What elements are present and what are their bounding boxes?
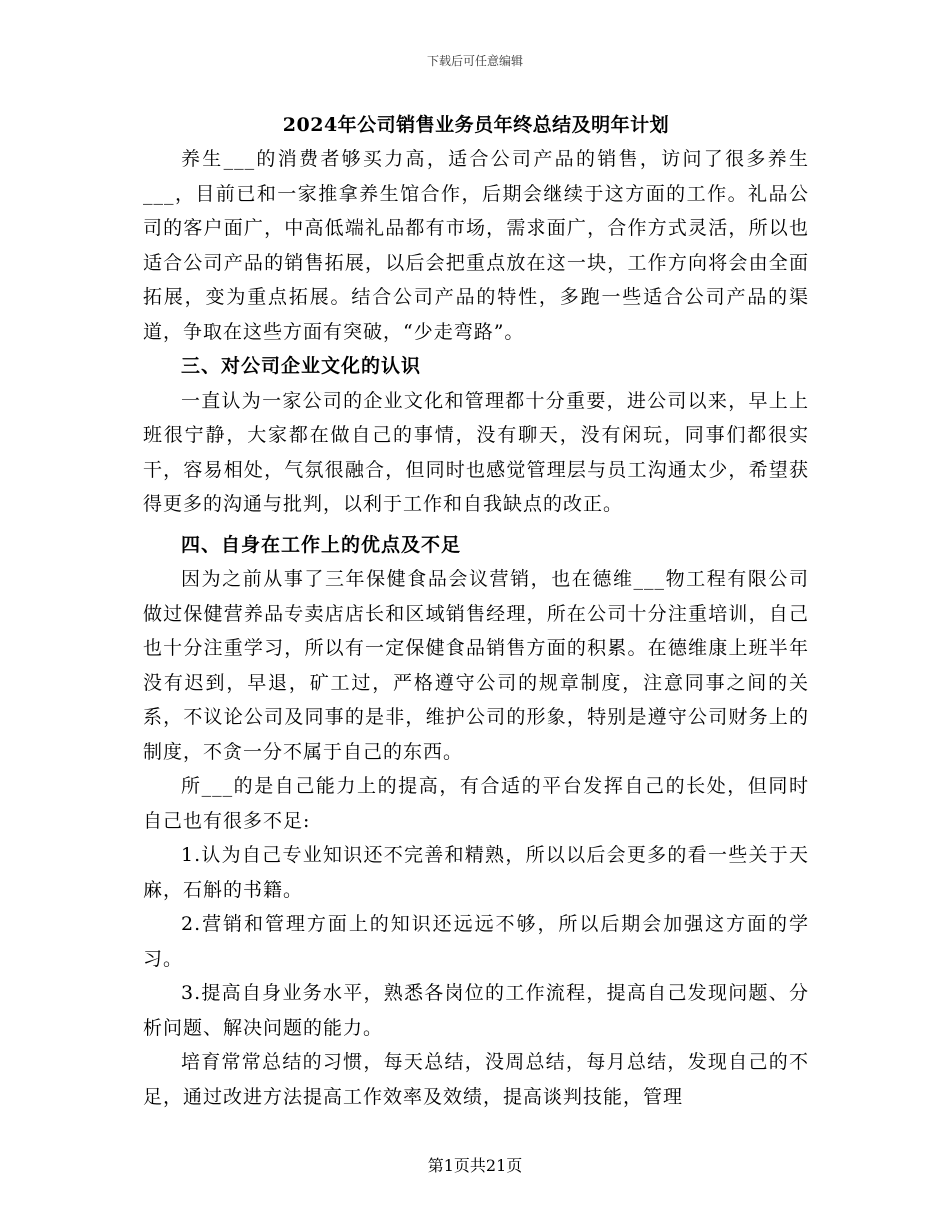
section-heading-strengths: 四、自身在工作上的优点及不足	[181, 533, 462, 556]
list-item-1: 1.认为自己专业知识还不完善和精熟，所以以后会更多的看一些关于天麻，石斛的书籍。	[143, 844, 809, 901]
page-number: 第1页共21页	[427, 1156, 523, 1175]
list-item-2: 2.营销和管理方面上的知识还远远不够，所以后期会加强这方面的学习。	[143, 913, 809, 970]
paragraph-culture: 一直认为一家公司的企业文化和管理都十分重要，进公司以来，早上上班很宁静，大家都在做自己的事情，没有聊天，没有闲玩，同事们都很实干，容易相处，气氛很融合，但同时也感觉管理层与员工沟通太少，希望获得更多的沟通与批判，以利于工作和自我缺点的改正。	[143, 389, 809, 515]
paragraph-experience: 因为之前从事了三年保健食品会议营销，也在德维___物工程有限公司做过保健营养品专卖店店长和区域销售经理，所在公司十分注重培训，自己也十分注重学习，所以有一定保健食品销售方面的积累。在德维康上班半年没有迟到，早退，矿工过，严格遵守公司的规章制度，注意同事之间的关系，不议论公司及同事的是非，维护公司的形象，特别是遵守公司财务上的制度，不贪一分不属于自己的东西。	[143, 568, 809, 763]
page-header-note: 下载后可任意编辑	[426, 54, 523, 68]
section-heading-culture: 三、对公司企业文化的认识	[181, 355, 422, 377]
paragraph-shortcomings-intro: 所___的是自己能力上的提高，有合适的平台发挥自己的长处，但同时自己也有很多不足:	[143, 775, 809, 832]
document-title: 2024年公司销售业务员年终总结及明年计划	[282, 114, 670, 136]
paragraph-sales-channels: 养生___的消费者够买力高，适合公司产品的销售，访问了很多养生___，目前已和一家推拿养生馆合作，后期会继续于这方面的工作。礼品公司的客户面广，中高低端礼品都有市场，需求面广，合作方式灵活，所以也适合公司产品的销售拓展，以后会把重点放在这一块，工作方向将会由全面拓展，变为重点拓展。结合公司产品的特性，多跑一些适合公司产品的渠道，争取在这些方面有突破，“少走弯路”。	[143, 148, 809, 343]
paragraph-summary-habit: 培育常常总结的习惯，每天总结，没周总结，每月总结，发现自己的不足，通过改进方法提高工作效率及效绩，提高谈判技能，管理	[143, 1051, 809, 1108]
document-body	[143, 108, 809, 1114]
list-item-3: 3.提高自身业务水平，熟悉各岗位的工作流程，提高自己发现问题、分析问题、解决问题的能力。	[143, 982, 809, 1039]
